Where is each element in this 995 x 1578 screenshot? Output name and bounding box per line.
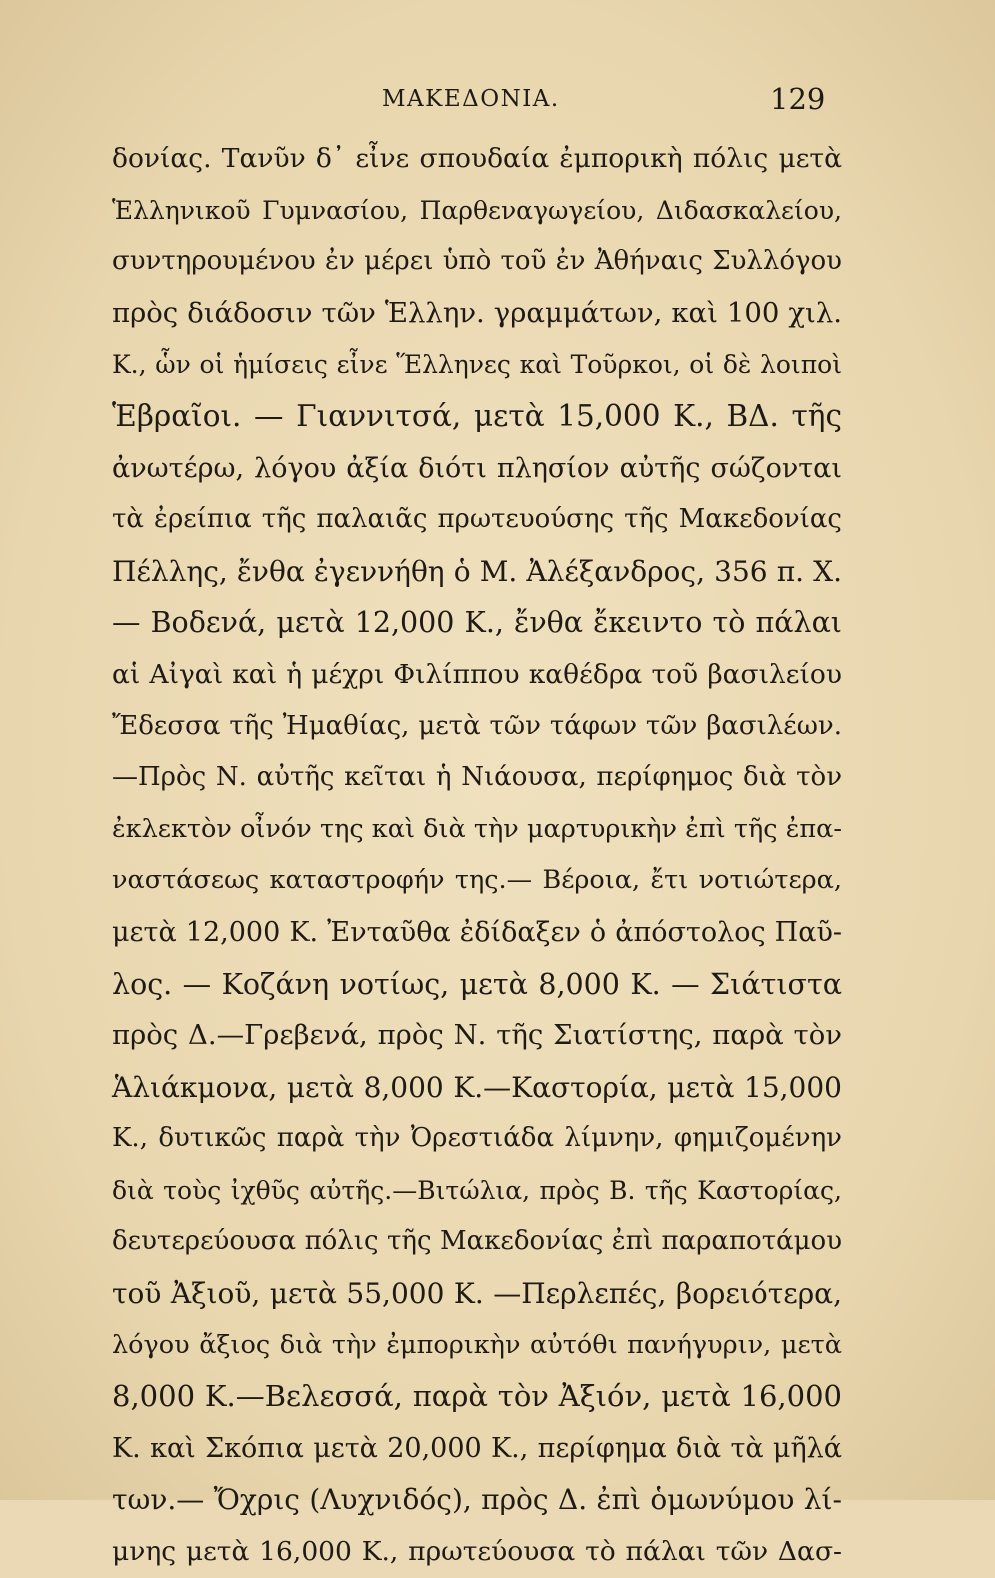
text-line: Ἑλληνικοῦ Γυμνασίου, Παρθεναγωγείου, Διδασκαλείου, (112, 195, 842, 225)
text-line: —Πρὸς Ν. αὐτῆς κεῖται ἡ Νιάουσα, περίφημος διὰ τὸν (112, 762, 842, 793)
text-line: λόγου ἄξιος διὰ τὴν ἐμπορικὴν αὐτόθι πανήγυριν, μετὰ (112, 1329, 842, 1360)
text-line: ναστάσεως καταστροφήν της.— Βέροια, ἔτι νοτιώτερα, (112, 865, 842, 896)
text-line: Ἑβραῖοι. — Γιαννιτσά, μετὰ 15,000 Κ., ΒΔ. τῆς (112, 398, 842, 433)
body-text (112, 133, 842, 1578)
text-line: πρὸς Δ.—Γρεβενά, πρὸς Ν. τῆς Σιατίστης, παρὰ τὸν (112, 1019, 842, 1052)
page-header (0, 82, 995, 122)
text-line: δευτερεύουσα πόλις τῆς Μακεδονίας ἐπὶ παραποτάμου (112, 1226, 842, 1257)
text-line: Κ., δυτικῶς παρὰ τὴν Ὀρεστιάδα λίμνην, φημιζομένην (112, 1123, 842, 1154)
text-line: ἀνωτέρω, λόγου ἀξία διότι πλησίον αὐτῆς σώζονται (112, 452, 842, 484)
text-line: μετὰ 12,000 Κ. Ἐνταῦθα ἐδίδαξεν ὁ ἀπόστολος Παῦ- (112, 916, 842, 948)
text-line: Ἁλιάκμονα, μετὰ 8,000 Κ.—Καστορία, μετὰ 15,000 (112, 1070, 842, 1104)
text-line: Ἔδεσσα τῆς Ἠμαθίας, μετὰ τῶν τάφων τῶν βασιλέων. (112, 710, 842, 741)
text-line: τοῦ Ἀξιοῦ, μετὰ 55,000 Κ. —Περλεπές, βορειότερα, (112, 1277, 842, 1311)
text-line: δονίας. Τανῦν δ᾽ εἶνε σπουδαία ἐμπορικὴ πόλις μετὰ (112, 143, 842, 174)
text-line: πρὸς διάδοσιν τῶν Ἑλλην. γραμμάτων, καὶ 100 χιλ. (112, 296, 842, 329)
text-line: Κ. καὶ Σκόπια μετὰ 20,000 Κ., περίφημα διὰ τὰ μῆλά (112, 1432, 842, 1464)
text-line: Πέλλης, ἔνθα ἐγεννήθη ὁ Μ. Ἀλέξανδρος, 356 π. Χ. (112, 554, 842, 588)
page-number: 129 (770, 82, 826, 116)
text-line: τὰ ἐρείπια τῆς παλαιᾶς πρωτευούσης τῆς Μακεδονίας (112, 504, 842, 535)
text-line: 8,000 Κ.—Βελεσσά, παρὰ τὸν Ἀξιόν, μετὰ 16,000 (112, 1379, 842, 1414)
running-title: ΜΑΚΕΔΟΝΙΑ. (382, 86, 560, 112)
text-line: ἐκλεκτὸν οἶνόν της καὶ διὰ τὴν μαρτυρικὴν ἐπὶ τῆς ἐπα- (112, 813, 842, 844)
text-line: συντηρουμένου ἐν μέρει ὑπὸ τοῦ ἐν Ἀθήναις Συλλόγου (112, 246, 842, 277)
text-line: αἱ Αἰγαὶ καὶ ἡ μέχρι Φιλίππου καθέδρα τοῦ βασιλείου (112, 658, 842, 690)
text-line: Κ., ὧν οἱ ἡμίσεις εἶνε Ἕλληνες καὶ Τοῦρκοι, οἱ δὲ λοιποὶ (112, 350, 842, 380)
text-line: των.— Ὄχρις (Λυχνιδός), πρὸς Δ. ἐπὶ ὁμωνύμου λί- (112, 1483, 842, 1517)
text-line: μνης μετὰ 16,000 Κ., πρωτεύουσα τὸ πάλαι τῶν Δασ- (112, 1536, 842, 1568)
text-line: λος. — Κοζάνη νοτίως, μετὰ 8,000 Κ. — Σιάτιστα (112, 967, 842, 1001)
text-line: — Βοδενά, μετὰ 12,000 Κ., ἔνθα ἔκειντο τὸ πάλαι (112, 606, 842, 640)
text-line: διὰ τοὺς ἰχθῦς αὐτῆς.—Βιτώλια, πρὸς Β. τῆς Καστορίας, (112, 1175, 842, 1205)
